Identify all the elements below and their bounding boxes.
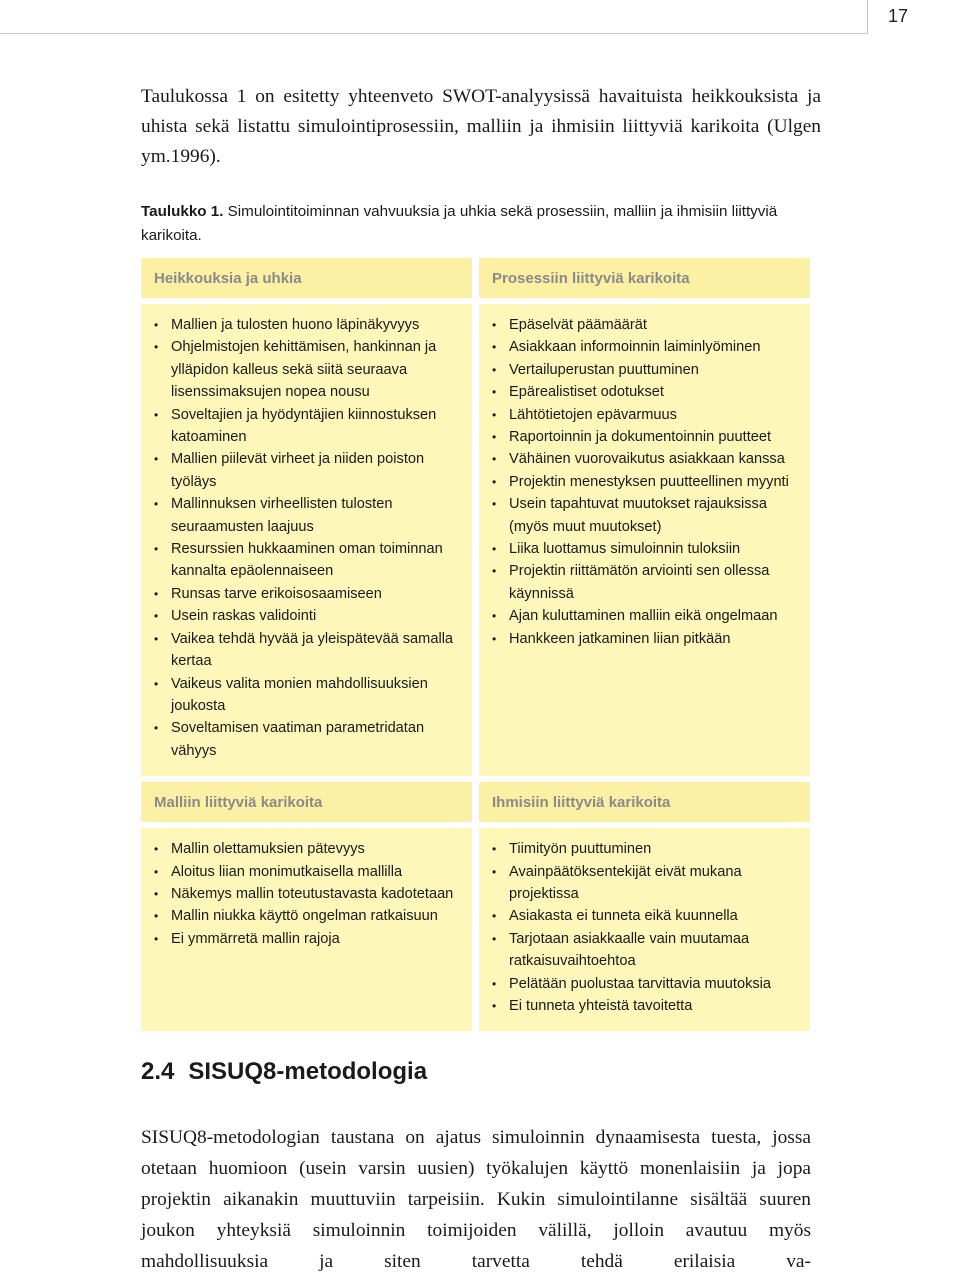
list-item: • Tarjotaan asiakkaalle vain muutamaa ratkaisuvaihtoehtoa [492,928,797,973]
list-item: • Lähtötietojen epävarmuus [492,404,797,426]
table-caption-text: Simulointitoiminnan vahvuuksia ja uhkia sekä prosessiin, malliin ja ihmisiin liittyviä karikoita. [141,203,778,244]
list-item: • Tiimityön puuttuminen [492,838,797,860]
list-item: • Asiakasta ei tunneta eikä kuunnella [492,905,797,927]
table-caption-label: Taulukko 1. [141,203,224,220]
process-list [492,314,797,650]
header-rule [0,33,868,34]
list-item: • Usein raskas validointi [154,605,459,627]
list-item: • Vaikeus valita monien mahdollisuuksien joukosta [154,673,459,718]
swot-table [141,258,810,1031]
list-item: • Mallin olettamuksien pätevyys [154,838,459,860]
list-item: • Vaikea tehdä hyvää ja yleispätevää samalla kertaa [154,628,459,673]
list-item: • Ajan kuluttaminen malliin eikä ongelmaan [492,605,797,627]
list-item: • Soveltamisen vaatiman parametridatan vähyys [154,717,459,762]
list-item: • Pelätään puolustaa tarvittavia muutoksia [492,973,797,995]
list-item: • Epärealistiset odotukset [492,381,797,403]
people-header: Ihmisiin liittyviä karikoita [479,782,810,822]
process-cell [479,304,810,776]
list-item: • Mallin niukka käyttö ongelman ratkaisuun [154,905,459,927]
model-cell [141,828,472,1031]
list-item: • Vertailuperustan puuttuminen [492,359,797,381]
section-number: 2.4 [141,1058,175,1085]
page-number: 17 [867,0,928,33]
list-item: • Raportoinnin ja dokumentoinnin puutteet [492,426,797,448]
section-title: SISUQ8-metodologia [188,1058,428,1085]
list-item: • Aloitus liian monimutkaisella mallilla [154,861,459,883]
model-list [154,838,459,950]
list-item: • Mallien piilevät virheet ja niiden poiston työläys [154,448,459,493]
table-caption [141,200,821,248]
list-item: • Ei ymmärretä mallin rajoja [154,928,459,950]
list-item: • Projektin riittämätön arviointi sen ollessa käynnissä [492,560,797,605]
list-item: • Asiakkaan informoinnin laiminlyöminen [492,336,797,358]
weaknesses-header: Heikkouksia ja uhkia [141,258,472,298]
list-item: • Mallien ja tulosten huono läpinäkyvyys [154,314,459,336]
list-item: • Liika luottamus simuloinnin tuloksiin [492,538,797,560]
list-item: • Avainpäätöksentekijät eivät mukana projektissa [492,861,797,906]
list-item: • Usein tapahtuvat muutokset rajauksissa (myös muut muutokset) [492,493,797,538]
list-item: • Ei tunneta yhteistä tavoitetta [492,995,797,1017]
people-cell [479,828,810,1031]
section-heading [141,1058,427,1086]
list-item: • Mallinnuksen virheellisten tulosten seuraamusten laajuus [154,493,459,538]
people-list [492,838,797,1017]
weaknesses-cell [141,304,472,776]
list-item: • Soveltajien ja hyödyntäjien kiinnostuksen katoaminen [154,404,459,449]
list-item: • Runsas tarve erikoisosaamiseen [154,583,459,605]
body-paragraph: SISUQ8-metodologian taustana on ajatus simuloinnin dynaamisesta tuesta, jossa otetaan huomioon (usein varsin uusien) työkalujen käyttö monenlaisiin ja jopa projektin aikanakin muuttuviin tarpeisiin. Kukin simulointilanne sisältää suuren joukon yhteyksiä simuloinnin toimijoiden välillä, jolloin avautuu myös mahdollisuuksia ja siten tarvetta tehdä erilaisia va- [141,1127,811,1272]
list-item: • Ohjelmistojen kehittämisen, hankinnan ja ylläpidon kalleus sekä siitä seuraava lisenssimaksujen nopea nousu [154,336,459,403]
model-header: Malliin liittyviä karikoita [141,782,472,822]
list-item: • Näkemys mallin toteutustavasta kadotetaan [154,883,459,905]
intro-paragraph: Taulukossa 1 on esitetty yhteenveto SWOT-analyysissä havaituista heikkouksista ja uhista sekä listattu simulointiprosessiin, malliin ja ihmisiin liittyviä karikoita (Ulgen ym.1996). [141,86,821,167]
weaknesses-list [154,314,459,762]
list-item: • Resurssien hukkaaminen oman toiminnan kannalta epäolennaiseen [154,538,459,583]
list-item: • Vähäinen vuorovaikutus asiakkaan kanssa [492,448,797,470]
list-item: • Projektin menestyksen puutteellinen myynti [492,471,797,493]
list-item: • Epäselvät päämäärät [492,314,797,336]
list-item: • Hankkeen jatkaminen liian pitkään [492,628,797,650]
process-header: Prosessiin liittyviä karikoita [479,258,810,298]
